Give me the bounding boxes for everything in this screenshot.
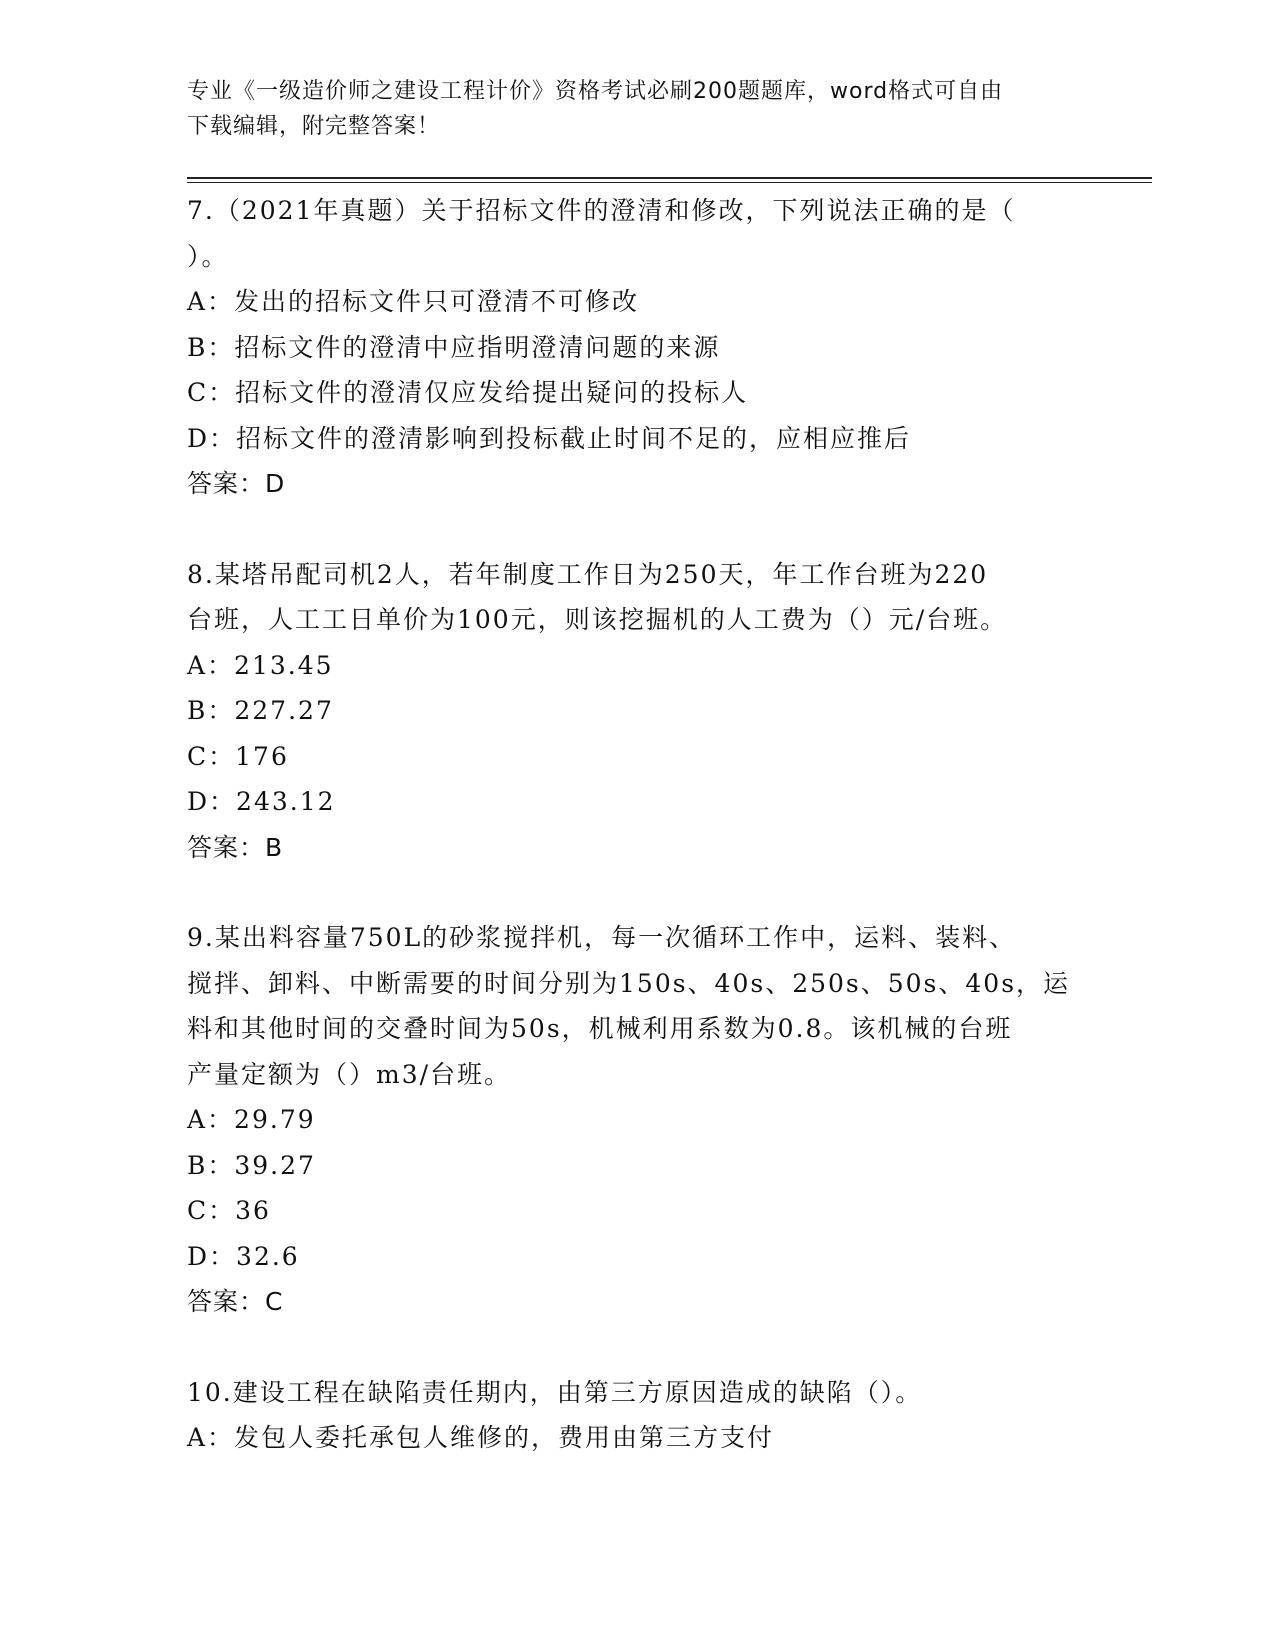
option-c: C：招标文件的澄清仅应发给提出疑问的投标人 (187, 378, 749, 407)
option-b: B：227.27 (187, 696, 334, 725)
option-a: A：29.79 (187, 1105, 316, 1134)
question-10 (187, 1370, 1087, 1461)
option-d: D：243.12 (187, 787, 336, 816)
question-stem-line: 9.某出料容量750L的砂浆搅拌机，每一次循环工作中，运料、装料、 (187, 923, 1017, 952)
question-stem-line: 料和其他时间的交叠时间为50s，机械利用系数为0.8。该机械的台班 (187, 1014, 1013, 1043)
option-a: A：213.45 (187, 650, 334, 680)
option-c: C：36 (187, 1196, 271, 1225)
question-stem-line: 搅拌、卸料、中断需要的时间分别为150s、40s、250s、50s、40s，运 (187, 968, 1071, 998)
answer-label: 答案：C (187, 1287, 284, 1316)
header-line-1: 专业《一级造价师之建设工程计价》资格考试必刷200题题库，word格式可自由 (187, 79, 1004, 104)
answer-label: 答案：D (187, 469, 286, 498)
option-a: A：发出的招标文件只可澄清不可修改 (187, 287, 640, 316)
question-7 (187, 188, 1087, 507)
header-line-2: 下载编辑，附完整答案！ (187, 114, 441, 139)
question-stem-line: 10.建设工程在缺陷责任期内，由第三方原因造成的缺陷（）。 (187, 1377, 923, 1407)
option-a: A：发包人委托承包人维修的，费用由第三方支付 (187, 1423, 775, 1452)
question-stem-line: 台班，人工工日单价为100元，则该挖掘机的人工费为（）元/台班。 (187, 605, 1008, 634)
option-b: B：39.27 (187, 1150, 316, 1180)
question-8 (187, 552, 1087, 871)
document-header (187, 74, 1067, 144)
question-stem-line: 产量定额为（）m3/台班。 (187, 1059, 512, 1089)
header-divider-thick (187, 177, 1152, 179)
question-stem-line: 7.（2021年真题）关于招标文件的澄清和修改，下列说法正确的是（ (187, 196, 1016, 225)
option-b: B：招标文件的澄清中应指明澄清问题的来源 (187, 332, 721, 362)
option-d: D：招标文件的澄清影响到投标截止时间不足的，应相应推后 (187, 423, 912, 453)
header-divider-thin (187, 182, 1152, 183)
option-d: D：32.6 (187, 1241, 300, 1271)
question-list (187, 188, 1087, 1506)
question-stem-line: 8.某塔吊配司机2人，若年制度工作日为250天，年工作台班为220 (187, 559, 989, 589)
question-9 (187, 915, 1087, 1325)
option-c: C：176 (187, 741, 289, 771)
question-stem-line: ）。 (187, 241, 229, 271)
answer-label: 答案：B (187, 832, 284, 862)
